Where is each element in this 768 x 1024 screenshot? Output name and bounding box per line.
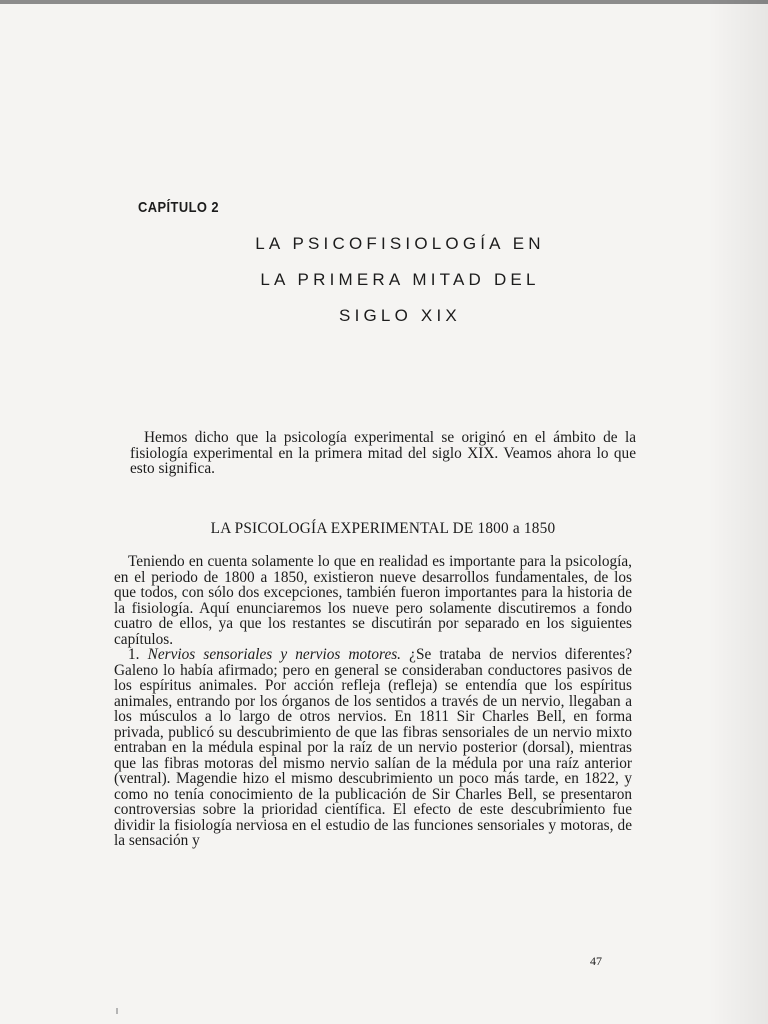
paragraph-1 bbox=[114, 554, 632, 647]
chapter-title-line-2: LA PRIMERA MITAD DEL bbox=[260, 270, 540, 289]
intro-paragraph: Hemos dicho que la psicología experimental se originó en el ámbito de la fisiología experimental en la primera mitad del siglo XIX. Veamos ahora lo que esto significa. bbox=[130, 429, 636, 477]
item-1-text: ¿Se trataba de nervios diferentes? Galeno lo había afirmado; pero en general se consideraban conductores pasivos de los espíritus animales. Por acción refleja (refleja) se entendía que los espíritus animales, entrando por los órganos de los sentidos a través de un nervio, llegaban a los músculos a lo largo de otros nervios. En 1811 Sir Charles Bell, en forma privada, publicó su descubrimiento de que las fibras sensoriales de un nervio mixto entraban en la médula espinal por la raíz de un nervio posterior (dorsal), mientras que las fibras motoras del mismo nervio salían de la médula por una raíz anterior (ventral). Magendie hizo el mismo descubrimiento un poco más tarde, en 1822, y como no tenía conocimiento de la publicación de Sir Charles Bell, se presentaron controversias sobre la prioridad científica. El efecto de este descubrimiento fue dividir la fisiología nerviosa en el estudio de las funciones sensoriales y motoras, de la sensación y bbox=[114, 646, 633, 849]
paragraph-1-text: Teniendo en cuenta solamente lo que en realidad es importante para la psicología, en el periodo de 1800 a 1850, existieron nueve desarrollos fundamentales, de los que todos, con sólo dos excepciones, también fueron importantes para la historia de la fisiología. Aquí enunciaremos los nueve pero solamente discutiremos a fondo cuatro de ellos, ya que los restantes se discutirán por separado en los siguientes capítulos. bbox=[114, 553, 632, 648]
scan-top-edge bbox=[0, 0, 768, 4]
chapter-label: CAPÍTULO 2 bbox=[138, 199, 220, 216]
section-heading: LA PSICOLOGÍA EXPERIMENTAL DE 1800 a 1850 bbox=[210, 520, 556, 537]
item-1-title: Nervios sensoriales y nervios motores. bbox=[147, 646, 402, 663]
body-text bbox=[114, 554, 632, 849]
scan-right-shadow bbox=[708, 0, 768, 1024]
item-1-number: 1. bbox=[128, 646, 140, 663]
chapter-title bbox=[220, 226, 580, 334]
chapter-title-line-3: SIGLO XIX bbox=[339, 306, 461, 325]
paragraph-item-1 bbox=[114, 647, 632, 849]
chapter-title-line-1: LA PSICOFISIOLOGÍA EN bbox=[255, 234, 545, 253]
scan-mark bbox=[116, 1008, 118, 1014]
page-number: 47 bbox=[590, 954, 602, 968]
